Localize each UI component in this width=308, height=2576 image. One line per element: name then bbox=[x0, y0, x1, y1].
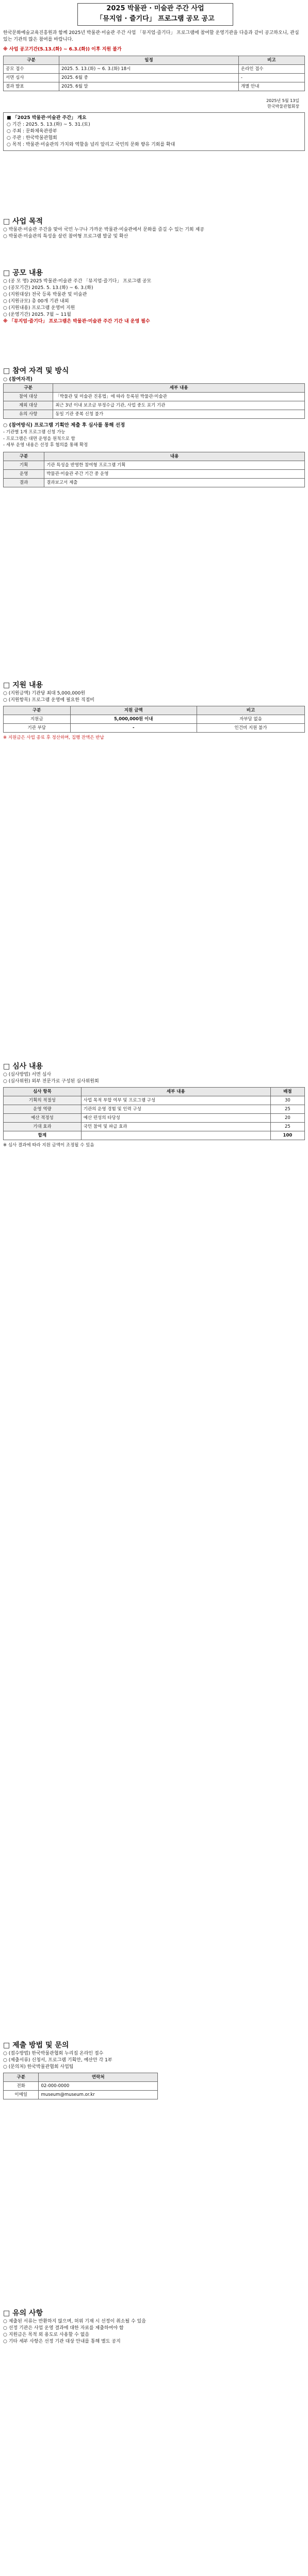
table-row: 기획 기관 특성을 반영한 참여형 프로그램 기획 bbox=[4, 461, 305, 469]
org-line: 한국박물관협회장 bbox=[267, 104, 299, 109]
overview-box: ■ 「2025 박물관·미술관 주간」 개요 ○ 기간 : 2025. 5. 13.(화) ~ 5. 31.(토) ○ 주최 : 문화체육관광부 ○ 주관 : 한국박물관협회 ○ 목적 : 박물관·미술관의 가치와 역할을 널리 알리고 국민의 문화 향유 기회를 확대 bbox=[3, 112, 305, 151]
section-heading: □ 사업 목적 bbox=[3, 217, 43, 226]
section-eligibility: □ 참여 자격 및 방식 ○ (참여자격) 구분 세부 내용 참여 대상 「박물관 및 미술관 진흥법」에 따라 등록된 박물관·미술관 제외 대상 최근 3년 이내 보조금 부정수급 기관, 사업 중도 포기 기관 유의 사항 동일 기관 중복 신청 불가 ○ (참여방식) 프로그램 기획안 제출 후 심사를 통해 선정 - 기관별 1개 프로그램 신청 가능 - 프로그램은 대면 운영을 원칙으로 함 - 세부 운영 내용은 선정 후 협의를 통해 확정 구분 내용 기획 기관 특성을 반영한 참여형 프로그램 기획 운영 박물관·미술관 주간 기간 중 운영 결과 결과보고서 제출 bbox=[3, 366, 305, 487]
contact-table: 구분 연락처 전화 02-000-0000 이메일 museum@museum.or.kr bbox=[3, 2073, 158, 2099]
table-row: 기대 효과 국민 참여 및 파급 효과 25 bbox=[4, 1123, 305, 1131]
table-row: 결과 발표 2025. 6월 말 개별 안내 bbox=[4, 82, 305, 91]
section-heading: □ 제출 방법 및 문의 bbox=[3, 2041, 69, 2049]
table-row: 운영 역량 기관의 운영 경험 및 인력 구성 25 bbox=[4, 1105, 305, 1114]
table-row: 공모 접수 2025. 5. 13.(화) ~ 6. 3.(화) 18시 온라인 접수 bbox=[4, 65, 305, 74]
section-review: □ 심사 내용 ○ (심사방법) 서면 심사 ○ (심사위원) 외부 전문가로 구성된 심사위원회 심사 항목 세부 내용 배점 기획의 적절성 사업 목적 부합 여부 및 프로그램 구성 30 운영 역량 기관의 운영 경험 및 인력 구성 25 예산 적정성 예산 편성의 타당성 20 기대 효과 국민 참여 및 파급 효과 25 합계 100 ※ 심사 결과에 따라 지원 금액이 조정될 수 있음 bbox=[3, 1061, 305, 1149]
contact-email[interactable]: museum@museum.or.kr bbox=[39, 2091, 158, 2099]
schedule-header: 일정 bbox=[59, 56, 239, 65]
intro-text: 한국문화예술교육진흥원과 함께 2025년 박물관·미술관 주간 사업 「뮤지엄·즐기다」 프로그램에 참여할 운영기관을 다음과 같이 공고하오니, 관심 있는 기관의 많은 참여를 바랍니다. bbox=[3, 30, 299, 42]
eligibility-table: 구분 세부 내용 참여 대상 「박물관 및 미술관 진흥법」에 따라 등록된 박물관·미술관 제외 대상 최근 3년 이내 보조금 부정수급 기관, 사업 중도 포기 기관 유의 사항 동일 기관 중복 신청 불가 bbox=[3, 383, 305, 419]
table-row: 합계 100 bbox=[4, 1131, 305, 1140]
table-row: 결과 결과보고서 제출 bbox=[4, 478, 305, 487]
method-table: 구분 내용 기획 기관 특성을 반영한 참여형 프로그램 기획 운영 박물관·미술관 주간 기간 중 운영 결과 결과보고서 제출 bbox=[3, 452, 305, 487]
notice-box bbox=[3, 46, 305, 53]
review-table: 심사 항목 세부 내용 배점 기획의 적절성 사업 목적 부합 여부 및 프로그램 구성 30 운영 역량 기관의 운영 경험 및 인력 구성 25 예산 적정성 예산 편성의 타당성 20 기대 효과 국민 참여 및 파급 효과 25 합계 100 bbox=[3, 1087, 305, 1140]
section-heading: □ 심사 내용 bbox=[3, 1062, 43, 1071]
table-row: 참여 대상 「박물관 및 미술관 진흥법」에 따라 등록된 박물관·미술관 bbox=[4, 393, 305, 401]
title-box bbox=[77, 3, 233, 26]
title-line2: 「뮤지엄 · 즐기다」 프로그램 공모 공고 bbox=[96, 15, 215, 23]
table-row: 이메일 museum@museum.or.kr bbox=[4, 2091, 158, 2099]
schedule-header: 구분 bbox=[4, 56, 59, 65]
section-notes: □ 유의 사항 ○ 제출된 서류는 반환하지 않으며, 허위 기재 시 선정이 취소될 수 있음 ○ 선정 기관은 사업 운영 결과에 대한 자료를 제출하여야 함 ○ 지원금은 목적 외 용도로 사용할 수 없음 ○ 기타 세부 사항은 선정 기관 대상 안내를 통해 별도 공지 bbox=[3, 2308, 305, 2345]
highlight-note: ※ 「뮤지엄·즐기다」 프로그램은 박물관·미술관 주간 기간 내 운영 필수 bbox=[3, 319, 150, 324]
table-row: 서면 심사 2025. 6월 중 - bbox=[4, 74, 305, 82]
date-line: 2025년 5월 13일 bbox=[266, 98, 299, 103]
table-row: 전화 02-000-0000 bbox=[4, 2082, 158, 2091]
table-row: 유의 사항 동일 기관 중복 신청 불가 bbox=[4, 410, 305, 419]
signature-block bbox=[242, 98, 299, 109]
notice-text: ※ 사업 공고기간(5.13.(화) ~ 6.3.(화)) 이후 지원 불가 bbox=[3, 47, 122, 52]
table-row: 예산 적정성 예산 편성의 타당성 20 bbox=[4, 1114, 305, 1123]
section-support: □ 지원 내용 ○ (지원금액) 기관당 최대 5,000,000원 ○ (지원항목) 프로그램 운영에 필요한 직접비 구분 지원 금액 비고 지원금 5,000,000원 이내 자부담 없음 기관 부담 - 인건비 지원 불가 ※ 지원금은 사업 종료 후 정산하며, 집행 잔액은 반납 bbox=[3, 680, 305, 741]
section-heading: □ 유의 사항 bbox=[3, 2309, 43, 2317]
schedule-table bbox=[3, 56, 305, 91]
section-heading: □ 참여 자격 및 방식 bbox=[3, 367, 69, 375]
schedule-table-wrap bbox=[3, 56, 305, 91]
intro-section bbox=[3, 30, 305, 43]
table-row: 지원금 5,000,000원 이내 자부담 없음 bbox=[4, 715, 305, 724]
title-line1: 2025 박물관 · 미술관 주간 사업 bbox=[106, 5, 204, 12]
table-row: 운영 박물관·미술관 주간 기간 중 운영 bbox=[4, 469, 305, 478]
section-heading: □ 공모 내용 bbox=[3, 269, 43, 277]
section-heading: □ 지원 내용 bbox=[3, 681, 43, 689]
section-contest: □ 공모 내용 ○ (공 모 명) 2025 박물관·미술관 주간 「뮤지엄·즐기다」 프로그램 공모 ○ (공모기간) 2025. 5. 13.(화) ~ 6. 3.(화) ○ (지원대상) 전국 등록 박물관 및 미술관 ○ (지원규모) 총 00개 기관 내외 ○ (지원내용) 프로그램 운영비 지원 ○ (운영기간) 2025. 7월 ~ 11월 ※ 「뮤지엄·즐기다」 프로그램은 박물관·미술관 주간 기간 내 운영 필수 bbox=[3, 268, 305, 325]
table-row: 기관 부담 - 인건비 지원 불가 bbox=[4, 724, 305, 733]
schedule-header: 비고 bbox=[238, 56, 304, 65]
section-purpose: □ 사업 목적 ○ 박물관·미술관 주간을 맞아 국민 누구나 가까운 박물관·미술관에서 문화를 즐길 수 있는 기회 제공 ○ 박물관·미술관의 특성을 살린 참여형 프로그램 발굴 및 확산 bbox=[3, 216, 305, 240]
table-row: 제외 대상 최근 3년 이내 보조금 부정수급 기관, 사업 중도 포기 기관 bbox=[4, 401, 305, 410]
support-table: 구분 지원 금액 비고 지원금 5,000,000원 이내 자부담 없음 기관 부담 - 인건비 지원 불가 bbox=[3, 706, 305, 733]
table-row: 기획의 적절성 사업 목적 부합 여부 및 프로그램 구성 30 bbox=[4, 1096, 305, 1105]
section-submission: □ 제출 방법 및 문의 ○ (접수방법) 한국박물관협회 누리집 온라인 접수 ○ (제출서류) 신청서, 프로그램 기획안, 예산안 각 1부 ○ (문의처) 한국박물관협회 사업팀 구분 연락처 전화 02-000-0000 이메일 museum@museum.or.kr bbox=[3, 2040, 305, 2099]
